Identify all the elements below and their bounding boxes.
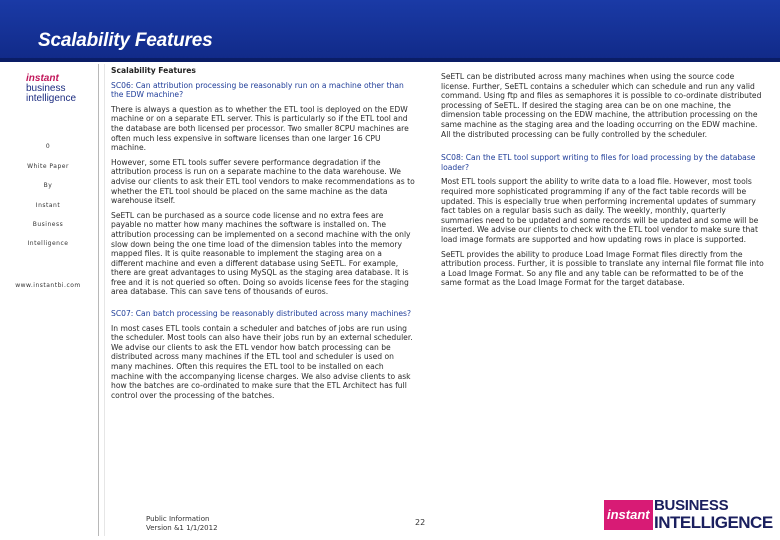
paragraph: SeETL provides the ability to produce Load Image Format files directly from the attribution process. Further, it is possible to translate any internal file format file into a Load Image Format. So any file and any table can be reformatted to be of the same format as the Load Image Format for the target database. bbox=[441, 249, 764, 288]
logo-line-intelligence: intelligence bbox=[26, 93, 77, 104]
footer-version: Version &1 1/1/2012 bbox=[146, 524, 218, 532]
question-sc07: SC07: Can batch processing be reasonably distributed across many machines? bbox=[111, 309, 411, 319]
footer-info bbox=[146, 515, 218, 533]
sidebar-text-business: Business bbox=[32, 221, 64, 228]
paragraph: Most ETL tools support the ability to write data to a load file. However, most tools required more sophisticated programming if any of the fact table records will be updated. This is especially true when performing incremental updates of summary fact tables on a regular basis such as daily. The weekly, monthly, quarterly summaries need to be updated and some records will be updated and some will be inserted. We advise our clients to check with the ETL tool vendor to make sure that load image formats are supported and how updating rows in place is supported. bbox=[441, 177, 759, 244]
paragraph: There is always a question as to whether the ETL tool is deployed on the EDW machine or on a separate ETL server. This is particularly so if the ETL tool and the database are both licensed per processor. Two smaller 8CPU machines are often much less expensive in software licenses than one larger 16 CPU machine. bbox=[111, 104, 409, 153]
header-underline bbox=[0, 58, 780, 62]
sidebar-text-white-paper: White Paper bbox=[27, 163, 69, 170]
right-text-column bbox=[441, 72, 765, 293]
paragraph: SeETL can be purchased as a source code license and no extra fees are payable no matter how many machines the software is installed on. The attribution processing can be implemented on a second machine with the only slow down being the one time load of the dimension tables into the memory mapped files. It is quite reasonable to implement the staging area on a different machine and even a different database using SeETL. For example, there are great advantages to using MySQL as the staging area database. It is free and it is not queried so often. Doing so avoids license fees for the staging area database. This can save tens of thousands of euros. bbox=[111, 210, 411, 297]
section-heading: Scalability Features bbox=[111, 66, 196, 75]
logo-line-instant: instant bbox=[26, 73, 59, 84]
left-text-column bbox=[111, 66, 416, 405]
sidebar-logo bbox=[26, 74, 86, 104]
question-sc08: SC08: Can the ETL tool support writing to files for load processing by the database loader? bbox=[441, 153, 756, 172]
sidebar-text-intelligence: Intelligence bbox=[27, 240, 69, 247]
sidebar-text-by: By bbox=[43, 182, 53, 189]
brand-logo bbox=[604, 495, 776, 533]
sidebar-text-zero: 0 bbox=[45, 143, 51, 150]
header-banner bbox=[0, 0, 780, 60]
paragraph: However, some ETL tools suffer severe performance degradation if the attribution process is run on a separate machine to the data warehouse. We advise our clients to ask their ETL tool vendors to make recommendations as to whether the ETL tool should be placed on the same machine as the data warehouse itself. bbox=[111, 157, 415, 206]
sidebar-text-instant: Instant bbox=[35, 202, 61, 209]
brand-business: BUSINESS bbox=[654, 497, 729, 514]
column-divider bbox=[98, 64, 99, 536]
page-title: Scalability Features bbox=[38, 30, 213, 51]
column-divider-light bbox=[104, 64, 105, 536]
paragraph: In most cases ETL tools contain a scheduler and batches of jobs are run using the scheduler. Most tools can also have their jobs run by an external scheduler. We advise our clients to ask the ETL vendor how batch processing can be distributed across many machines if the ETL tool and scheduler is used on many machines. Often this requires the ETL tool to be installed on each machine with the accompanying license charges. We also advise clients to ask how the batches are co-ordinated to make sure that the ETL Architect has full control over the processing of the batches. bbox=[111, 323, 413, 400]
brand-instant: instant bbox=[604, 500, 653, 530]
logo-line-business: business bbox=[26, 83, 66, 94]
sidebar bbox=[0, 64, 96, 540]
question-sc06: SC06: Can attribution processing be reasonably run on a machine other than the EDW machine? bbox=[111, 80, 404, 100]
brand-intelligence: INTELLIGENCE bbox=[654, 513, 773, 532]
sidebar-website-link[interactable]: www.instantbi.com bbox=[15, 282, 81, 289]
page-number: 22 bbox=[415, 518, 426, 527]
footer-public-information: Public Information bbox=[146, 515, 210, 523]
paragraph: SeETL can be distributed across many machines when using the source code license. Further, SeETL contains a scheduler which can schedule and run any valid command. Using ftp and files as semaphores it is possible to co-ordinate distributed processing of SeETL. If desired the staging area can be on one machine, the dimension table processing on the EDW machine, the attribution processing on the same machine as the staging area and the loading occurring on the EDW machine. All the distributed processing can be fully controlled by the scheduler. bbox=[441, 72, 762, 139]
